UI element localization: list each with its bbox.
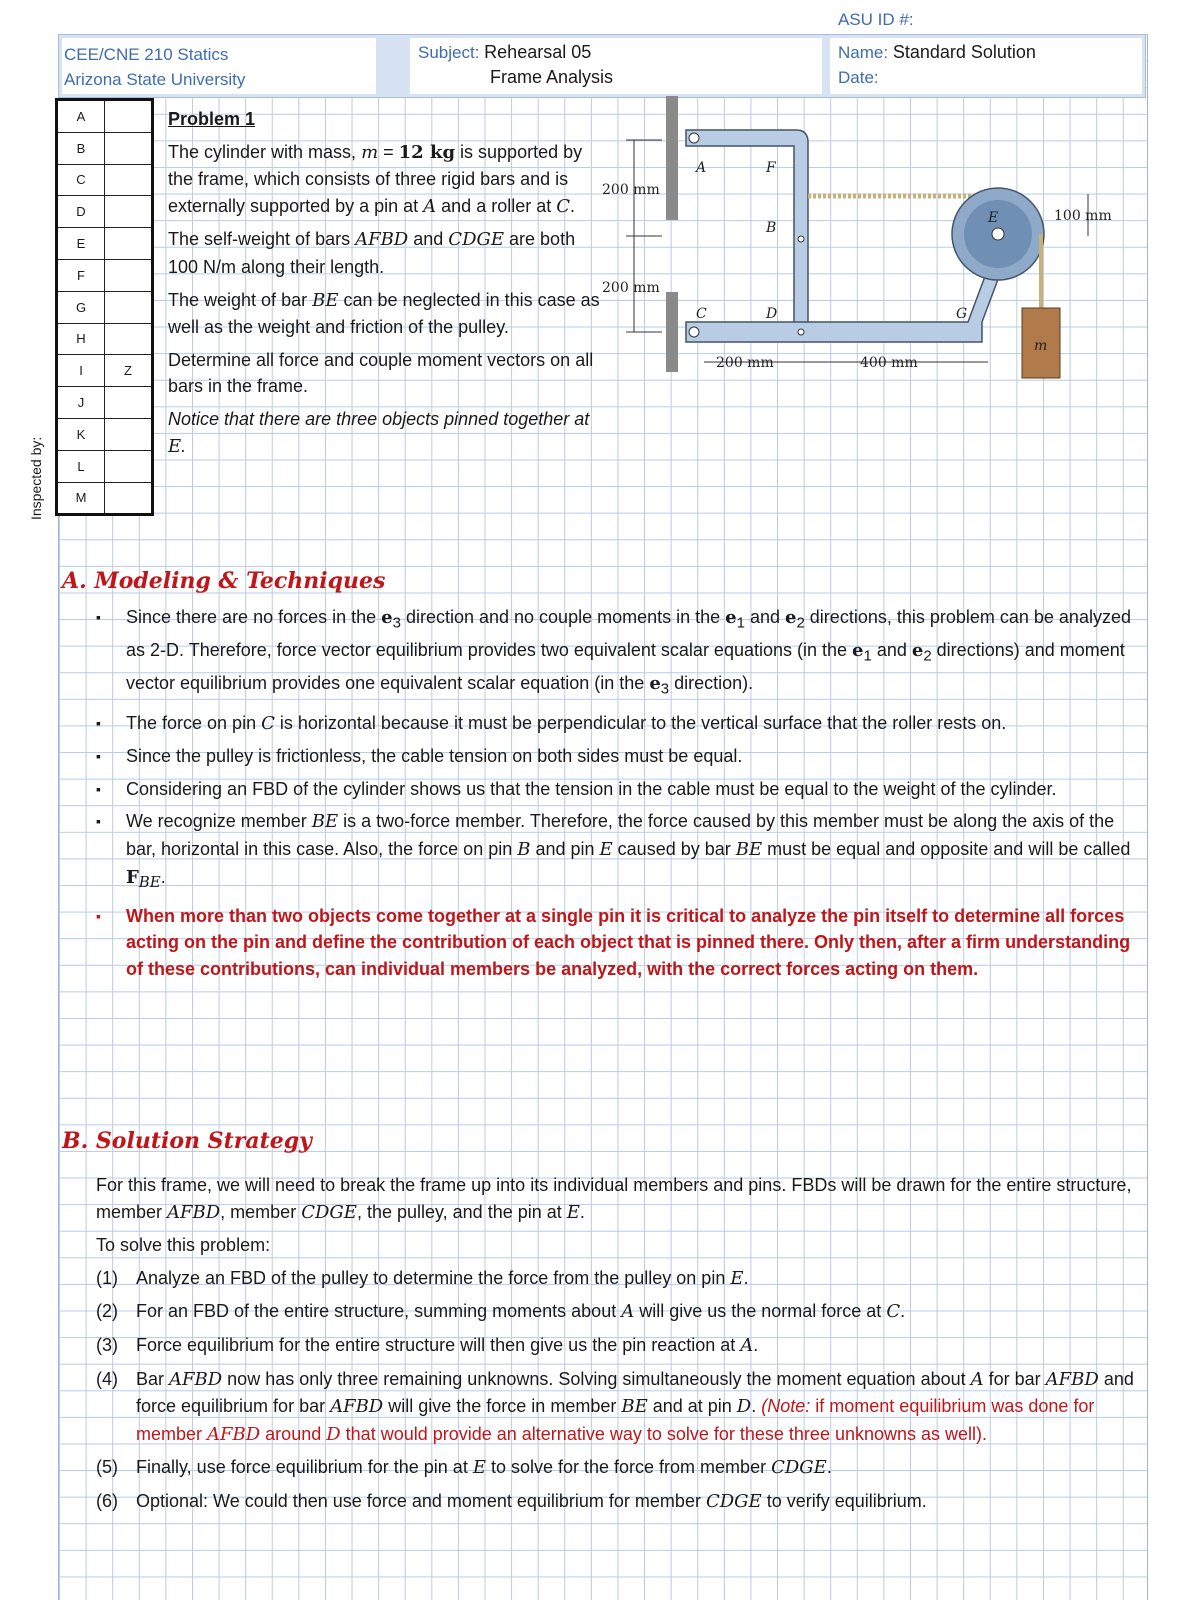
course-info <box>64 42 245 92</box>
strategy-intro: For this frame, we will need to break the frame up into its individual members and pins. FBDs will be drawn for the entire structure, member AFBD, member CDGE, the pulley, and the pin at E. <box>96 1175 1132 1223</box>
subject-label: Subject: <box>418 43 480 62</box>
to-solve-label: To solve this problem: <box>96 1235 271 1256</box>
name-value: Standard Solution <box>892 42 1036 62</box>
checklist-mark <box>105 482 153 515</box>
checklist-letter: J <box>57 387 105 419</box>
section-a-bullet-1: ▪ Since there are no forces in the $e_3$ direction and no couple moments in the $e_1$ and $e_2$ directions, this problem can be analyzed as 2-D. Therefore, force vector equilibrium provides two equivalent scalar equations (in the $e_1$ and $e_2$ directions) and moment vector equilibrium provides one equivalent scalar equation (in the $e_3$ direction). <box>96 604 1136 704</box>
checklist-letter: I <box>57 355 105 387</box>
solution-strategy <box>96 1172 1136 1522</box>
name-date-info <box>838 40 1036 90</box>
lower-wall <box>666 292 678 372</box>
checklist-letter: F <box>57 259 105 291</box>
checklist-mark <box>105 291 153 323</box>
section-a-title: A. Modeling & Techniques <box>62 568 386 594</box>
checklist-mark <box>105 450 153 482</box>
pin-b <box>798 236 804 242</box>
step-4-note: (Note: if moment equilibrium was done for member AFBD around D that would provide an alternative way to solve for these three unknowns as well). <box>136 1396 1095 1445</box>
checklist-mark <box>105 387 153 419</box>
dim-label-200-top: 200 mm <box>602 182 660 198</box>
checklist-letter: G <box>57 291 105 323</box>
checklist-row <box>57 291 153 323</box>
section-a-bullet-3: ▪ Since the pulley is frictionless, the cable tension on both sides must be equal. <box>96 743 1136 770</box>
problem-title: Problem 1 <box>168 109 256 129</box>
checklist-row <box>57 196 153 228</box>
section-b-title: B. Solution Strategy <box>62 1128 312 1154</box>
subject-info <box>418 40 613 90</box>
dim-label-100: 100 mm <box>1054 208 1112 224</box>
checklist-row <box>57 387 153 419</box>
step-5: (5) Finally, use force equilibrium for the pin at E to solve for the force from member CDGE. <box>96 1457 832 1479</box>
pin-c <box>689 327 699 337</box>
checklist-row <box>57 132 153 164</box>
checklist-row <box>57 450 153 482</box>
section-a-bullet-5: ▪ We recognize member BE is a two-force member. Therefore, the force caused by this member must be along the axis of the bar, horizontal in this case. Also, the force on pin B and pin E caused by bar BE must be equal and opposite and will be called $F_{BE}$. <box>96 808 1136 896</box>
checklist-letter: K <box>57 418 105 450</box>
checklist-mark <box>105 196 153 228</box>
checklist-row <box>57 418 153 450</box>
checklist-row <box>57 228 153 260</box>
label-c: C <box>696 306 707 322</box>
checklist-letter: A <box>57 100 105 133</box>
inspected-by-label: Inspected by: <box>28 436 44 520</box>
checklist-mark <box>105 418 153 450</box>
pin-d <box>798 329 804 335</box>
subject-value: Rehearsal 05 <box>484 42 592 62</box>
checklist-row <box>57 323 153 355</box>
name-label: Name: <box>838 43 889 62</box>
checklist-row <box>57 100 153 133</box>
pin-a <box>689 133 699 143</box>
label-d: D <box>766 306 778 322</box>
checklist-letter: D <box>57 196 105 228</box>
step-2: (2) For an FBD of the entire structure, summing moments about A will give us the normal force at C. <box>96 1301 906 1323</box>
date-label: Date: <box>838 68 879 87</box>
checklist-letter: E <box>57 228 105 260</box>
checklist-row <box>57 355 153 387</box>
problem-statement <box>168 106 608 466</box>
step-3: (3) Force equilibrium for the entire structure will then give us the pin reaction at A. <box>96 1334 759 1356</box>
section-a-bullet-6: ▪ When more than two objects come together at a single pin it is critical to analyze the pin itself to determine all forces acting on the pin and define the contribution of each object that is pinned there. Only then, after a firm understanding of these contributions, can individual members be analyzed, with the correct forces acting on them. <box>96 903 1136 983</box>
dim-label-200-bottom: 200 mm <box>716 355 774 371</box>
checklist-letter: H <box>57 323 105 355</box>
checklist-mark <box>105 259 153 291</box>
step-1: (1) Analyze an FBD of the pulley to determine the force from the pulley on pin E. <box>96 1267 749 1289</box>
label-e: E <box>988 210 999 226</box>
course-line-1: CEE/CNE 210 Statics <box>64 45 229 64</box>
dim-label-200-mid: 200 mm <box>602 280 660 296</box>
checklist-mark <box>105 228 153 260</box>
dim-label-400: 400 mm <box>860 355 918 371</box>
problem-paragraph-1: The cylinder with mass, m = 12 kg is supported by the frame, which consists of three rigid bars and is externally supported by a pin at A and a roller at C. <box>168 141 583 217</box>
problem-paragraph-2: The self-weight of bars AFBD and CDGE are both 100 N/m along their length. <box>168 229 576 277</box>
checklist-letter: M <box>57 482 105 515</box>
checklist-row <box>57 164 153 196</box>
label-g: G <box>956 306 968 322</box>
checklist-row <box>57 482 153 515</box>
problem-paragraph-5: Notice that there are three objects pinned together at E. <box>168 408 590 457</box>
checklist-letter: B <box>57 132 105 164</box>
label-m: m <box>1034 338 1048 354</box>
upper-wall <box>666 96 678 220</box>
asu-id-label: ASU ID #: <box>838 10 914 29</box>
section-a-bullets <box>96 604 1136 989</box>
label-b: B <box>766 220 777 236</box>
checklist-mark <box>105 100 153 133</box>
checklist-mark <box>105 323 153 355</box>
checklist-row <box>57 259 153 291</box>
checklist-letter: C <box>57 164 105 196</box>
section-a-bullet-2: ▪ The force on pin C is horizontal because it must be perpendicular to the vertical surface that the roller rests on. <box>96 710 1136 738</box>
label-a: A <box>696 160 707 176</box>
problem-paragraph-4: Determine all force and couple moment vectors on all bars in the frame. <box>168 349 594 397</box>
strategy-steps <box>96 1265 1136 1516</box>
checklist-letter: L <box>57 450 105 482</box>
pin-e <box>992 228 1004 240</box>
checklist-mark <box>105 132 153 164</box>
frame-figure <box>602 96 1148 396</box>
grading-checklist <box>55 98 154 516</box>
checklist-mark <box>105 164 153 196</box>
step-6: (6) Optional: We could then use force and moment equilibrium for member CDGE to verify equilibrium. <box>96 1490 927 1512</box>
course-line-2: Arizona State University <box>64 70 246 89</box>
step-4: (4) Bar AFBD now has only three remaining unknowns. Solving simultaneously the moment equation about A for bar AFBD and force equilibrium for bar AFBD will give the force in member BE and at pin D. (Note: if moment equilibrium was done for member AFBD around D that would provide an alternative way to solve for these three unknowns as well). <box>96 1368 1134 1445</box>
section-a-bullet-4: ▪ Considering an FBD of the cylinder shows us that the tension in the cable must be equal to the weight of the cylinder. <box>96 776 1136 803</box>
problem-paragraph-3: The weight of bar BE can be neglected in this case as well as the weight and friction of the pulley. <box>168 289 600 338</box>
subject-line-2: Frame Analysis <box>490 67 614 87</box>
label-f: F <box>766 160 776 176</box>
checklist-mark: Z <box>105 355 153 387</box>
